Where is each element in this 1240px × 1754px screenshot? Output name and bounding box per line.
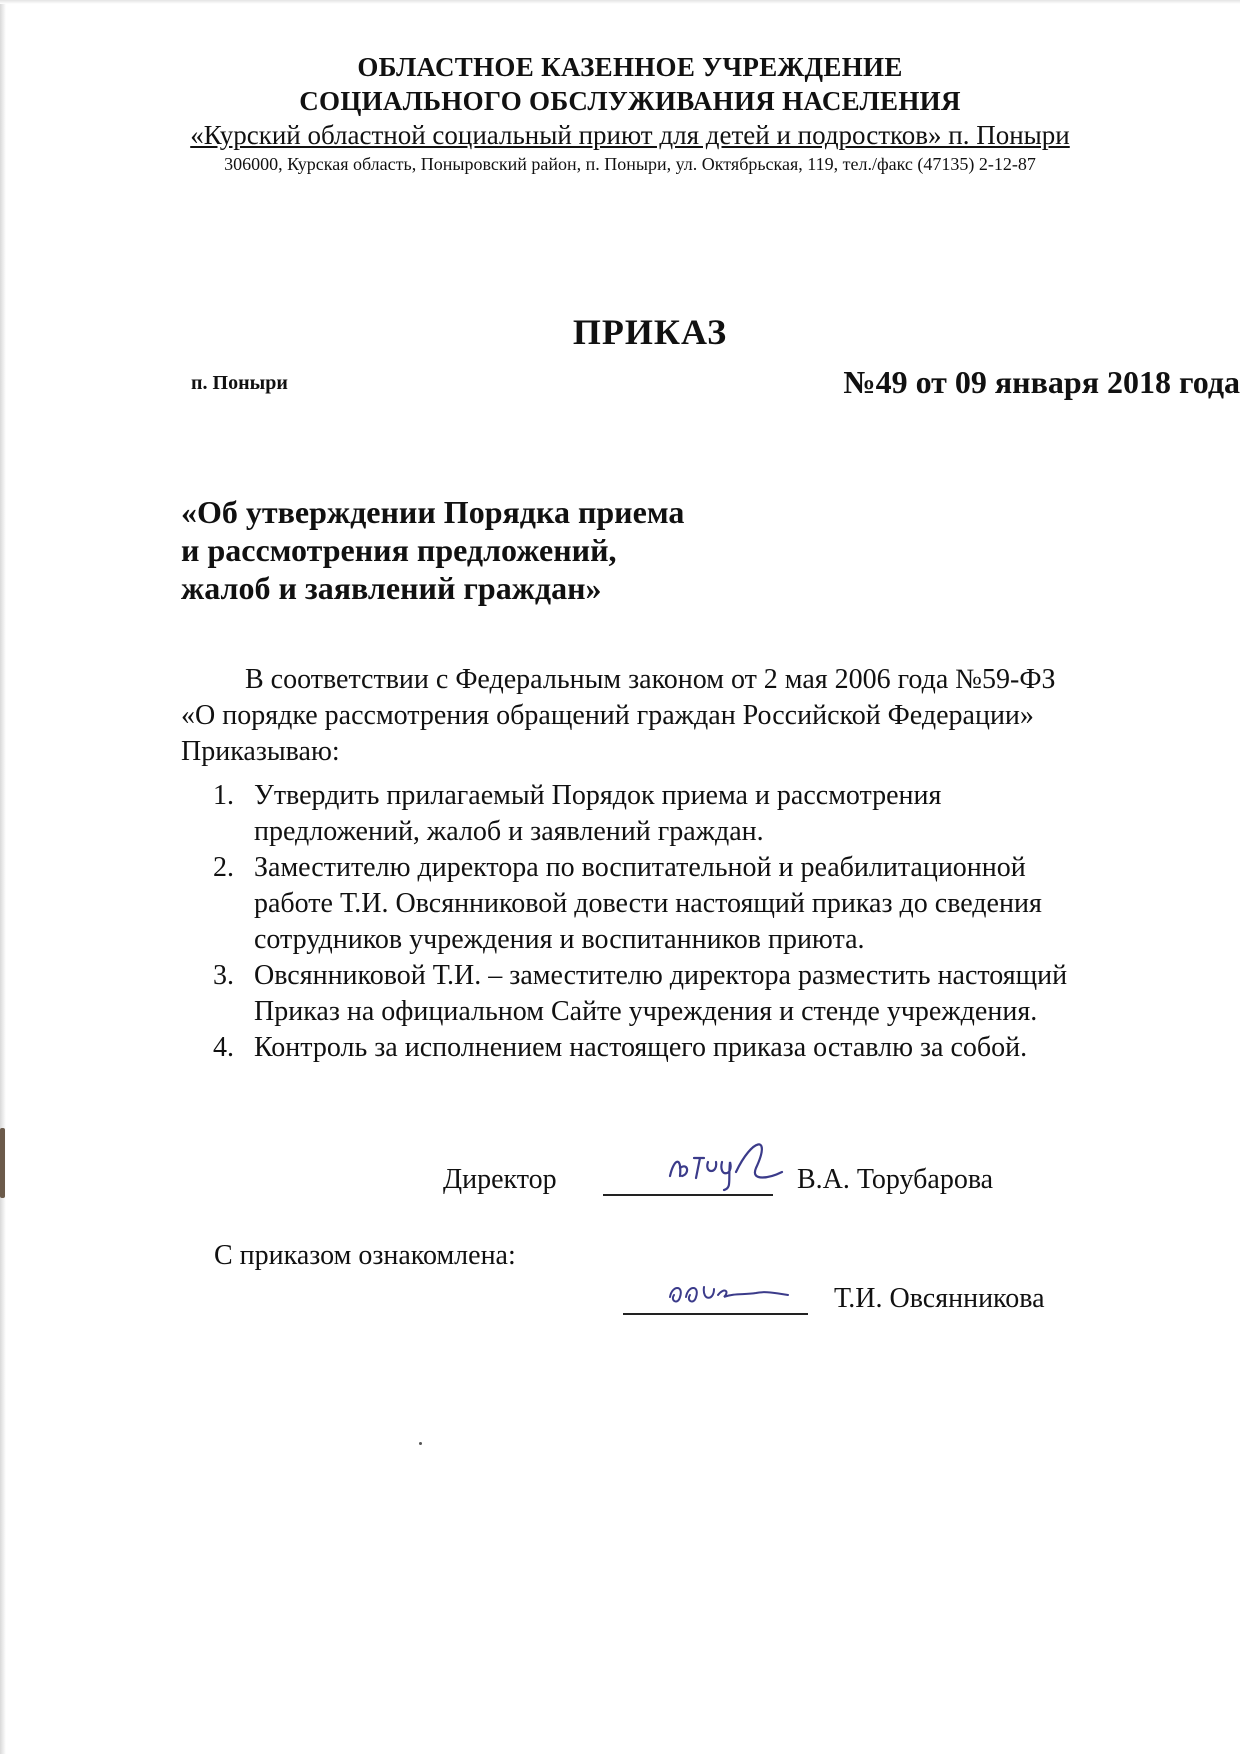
list-item-text: Утвердить прилагаемый Порядок приема и рассмотрения (254, 780, 942, 811)
acknowledgement-label: С приказом ознакомлена: (214, 1240, 516, 1271)
list-item-text: Приказ на официальном Сайте учреждения и стенде учреждения. (254, 996, 1038, 1027)
scan-speck (419, 1442, 422, 1445)
subject-line: «Об утверждении Порядка приема (181, 494, 685, 530)
preamble-line: «О порядке рассмотрения обращений граждан Российской Федерации» (181, 700, 1034, 731)
list-item-number: 1. (213, 780, 234, 811)
acknowledgement-signature-image (664, 1275, 794, 1315)
director-name: В.А. Торубарова (797, 1164, 994, 1195)
list-item-number: 2. (213, 852, 234, 883)
subject-line: и рассмотрения предложений, (181, 532, 617, 568)
list-item-text: Контроль за исполнением настоящего приказа оставлю за собой. (254, 1032, 1028, 1063)
list-item (213, 958, 1240, 1030)
scan-mark (0, 1128, 5, 1198)
preamble (181, 662, 1240, 770)
org-name-line-2: СОЦИАЛЬНОГО ОБСЛУЖИВАНИЯ НАСЕЛЕНИЯ (299, 86, 961, 116)
preamble-line: В соответствии с Федеральным законом от 2 мая 2006 года №59-ФЗ (245, 664, 1056, 695)
document-title: ПРИКАЗ (572, 312, 728, 352)
director-signature-image (660, 1128, 810, 1198)
list-item-text: сотрудников учреждения и воспитанников приюта. (254, 924, 865, 955)
list-item (213, 850, 1240, 958)
list-item-text: Овсянниковой Т.И. – заместителю директора разместить настоящий (254, 960, 1068, 991)
document-place: п. Поныри (191, 372, 288, 394)
preamble-line: Приказываю: (181, 736, 340, 767)
scan-edge (0, 0, 6, 1754)
list-item (213, 778, 1240, 850)
org-address: 306000, Курская область, Поныровский район, п. Поныри, ул. Октябрьская, 119, тел./факс (47135) 2-12-87 (224, 154, 1036, 174)
acknowledgement-name: Т.И. Овсянникова (834, 1283, 1045, 1314)
order-subject (181, 493, 684, 607)
order-number-date: №49 от 09 января 2018 года (843, 364, 1240, 400)
list-item (213, 1030, 1240, 1066)
list-item-number: 4. (213, 1032, 234, 1063)
list-item-number: 3. (213, 960, 234, 991)
org-name-line-1: ОБЛАСТНОЕ КАЗЕННОЕ УЧРЕЖДЕНИЕ (357, 52, 903, 82)
list-item-text: Заместителю директора по воспитательной и реабилитационной (254, 852, 1026, 883)
order-items-list (213, 778, 1240, 1066)
subject-line: жалоб и заявлений граждан» (181, 570, 602, 606)
list-item-text: работе Т.И. Овсянниковой довести настоящий приказ до сведения (254, 888, 1042, 919)
scan-edge-top (0, 0, 1240, 4)
director-label: Директор (443, 1164, 557, 1195)
list-item-text: предложений, жалоб и заявлений граждан. (254, 816, 764, 847)
org-name-line-3: «Курский областной социальный приют для детей и подростков» п. Поныри (190, 120, 1070, 150)
